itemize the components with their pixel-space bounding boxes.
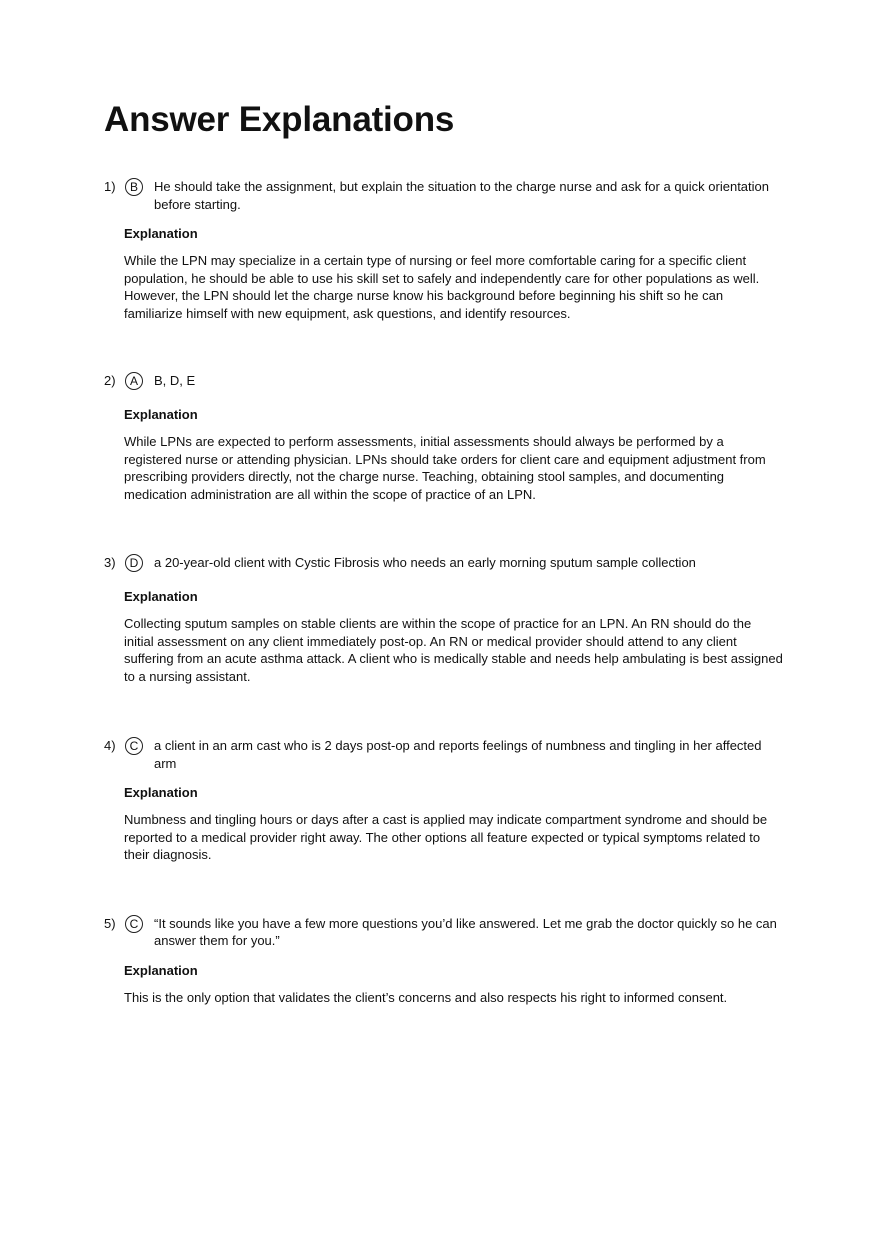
answer-text: He should take the assignment, but explain the situation to the charge nurse and ask for a quick orientation before starting. <box>154 179 769 212</box>
explanation-label: Explanation <box>124 407 198 422</box>
question-number: 3) <box>104 555 116 570</box>
answer-header <box>104 554 784 576</box>
answer-text: B, D, E <box>154 373 196 388</box>
answer-letter-circle: D <box>125 554 143 572</box>
question-number: 4) <box>104 738 116 753</box>
answer-item-2 <box>104 372 784 503</box>
explanation-text: While LPNs are expected to perform assessments, initial assessments should always be performed by a registered nurse or attending physician. LPNs should take orders for client care and equipment adjustment from prescribing providers directly, not the charge nurse. Teaching, obtaining stool samples, and documenting medication administration are all within the scope of practice of an LPN. <box>124 434 766 502</box>
answer-header <box>104 915 784 950</box>
question-number: 5) <box>104 915 116 931</box>
explanation-label: Explanation <box>124 589 198 604</box>
answer-header <box>104 178 784 213</box>
answer-item-4 <box>104 737 784 864</box>
question-number: 2) <box>104 373 116 388</box>
answer-text: a client in an arm cast who is 2 days post-op and reports feelings of numbness and tingling in her affected arm <box>154 738 762 771</box>
answer-letter-circle: A <box>125 372 143 390</box>
answer-header <box>104 372 784 394</box>
explanation-text: Collecting sputum samples on stable clients are within the scope of practice for an LPN. An RN should do the initial assessment on any client immediately post-op. An RN or medical provider should attend to any client suffering from an acute asthma attack. A client who is medically stable and needs help ambulating is best assigned to a nursing assistant. <box>124 616 783 684</box>
explanation-label: Explanation <box>124 962 198 978</box>
explanation-label: Explanation <box>124 226 198 241</box>
answer-letter-circle: C <box>125 915 143 933</box>
answer-text: “It sounds like you have a few more questions you’d like answered. Let me grab the doctor quickly so he can answer them for you.” <box>154 915 777 948</box>
answer-list <box>104 178 784 1048</box>
answer-header <box>104 737 784 772</box>
explanation-text: While the LPN may specialize in a certain type of nursing or feel more comfortable caring for a specific client population, he should be able to use his skill set to safely and independently care for other populations as well. However, the LPN should let the charge nurse know his background before beginning his shift so he can familiarize himself with new equipment, ask questions, and identify resources. <box>124 253 760 321</box>
answer-item-1 <box>104 178 784 322</box>
answer-text: a 20-year-old client with Cystic Fibrosis who needs an early morning sputum sample collection <box>154 555 696 570</box>
explanation-label: Explanation <box>124 785 198 800</box>
page-title: Answer Explanations <box>104 100 455 139</box>
answer-item-5 <box>104 915 784 1007</box>
explanation-text: This is the only option that validates the client’s concerns and also respects his right to informed consent. <box>124 989 728 1005</box>
answer-item-3 <box>104 554 784 685</box>
answer-letter-circle: C <box>125 737 143 755</box>
answer-letter-circle: B <box>125 178 143 196</box>
explanation-text: Numbness and tingling hours or days after a cast is applied may indicate compartment syndrome and should be reported to a medical provider right away. The other options all feature expected or typical symptoms related to their diagnosis. <box>124 812 768 862</box>
question-number: 1) <box>104 179 116 194</box>
